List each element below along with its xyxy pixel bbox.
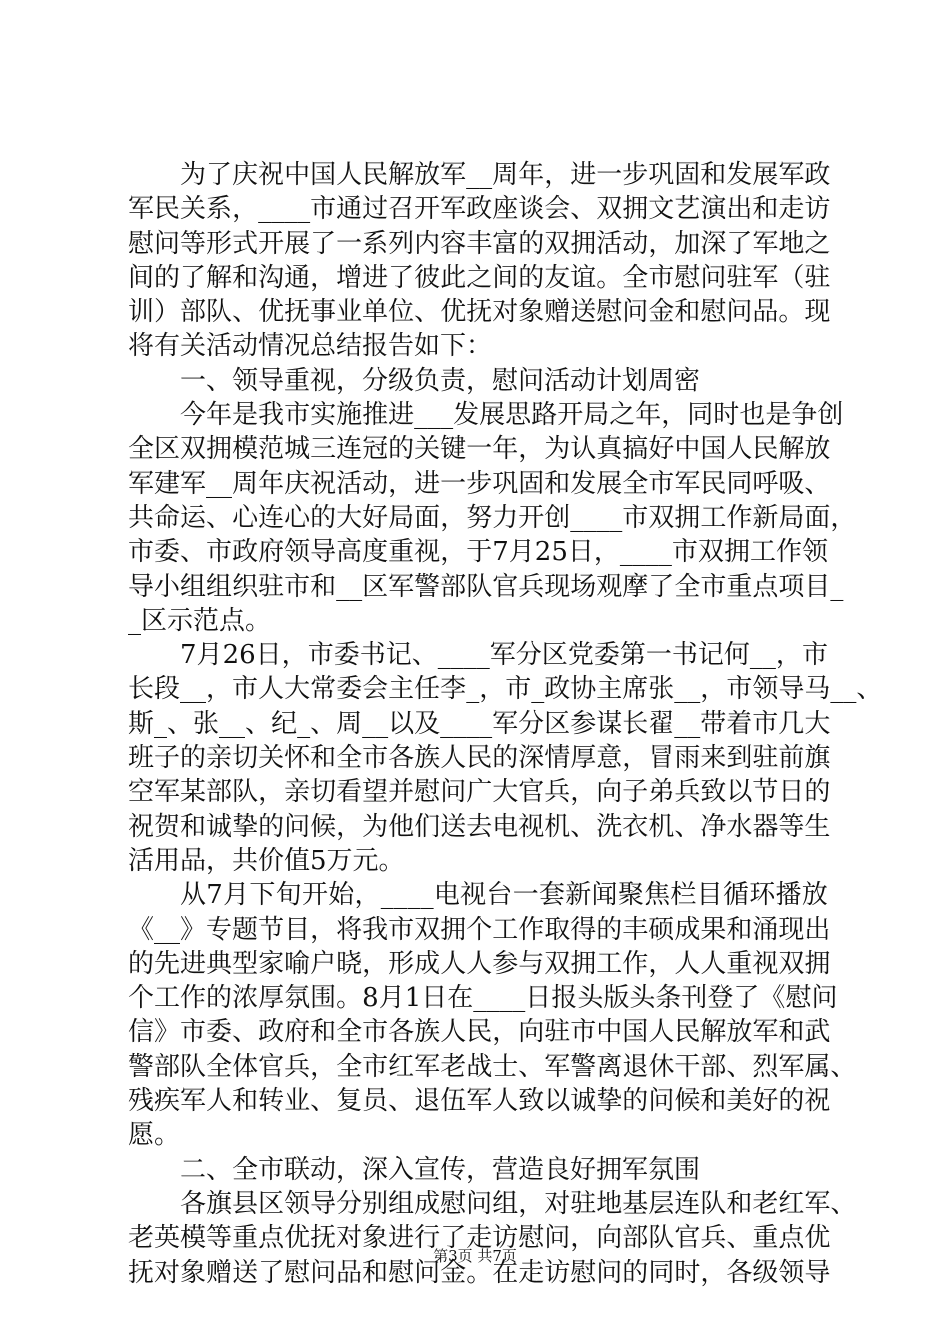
text-line: 祝 贺 和 诚 挚 的 问 候 ， 为 他 们 送 去 电 视 机 、 洗 衣 机 、 净 水 器 等 生	[128, 811, 831, 842]
text-line: 的 先 进 典 型 家 喻 户 晓 ， 形 成 人 人 参 与 双 拥 工 作 ， 人 人 重 视 双 拥	[128, 948, 831, 979]
text-line: 抚 对 象 赠 送 了 慰 问 品 和 慰 问 金 。 在 走 访 慰 问 的 同 时 ， 各 级 领 导	[128, 1257, 831, 1288]
text-line: 市 委 、 市 政 府 领 导 高 度 重 视 ， 于 7 月 2 5 日 ， _ _ _ _ 市 双 拥 工 作 领	[128, 537, 828, 568]
text-line: 将有关活动情况总结报告如下：	[128, 331, 493, 362]
text-line: 老 英 模 等 重 点 优 抚 对 象 进 行 了 走 访 慰 问 ， 向 部 队 官 兵 、 重 点 优	[128, 1223, 831, 1254]
text-line: _区示范点。	[128, 605, 272, 636]
text-line: 7 月 2 6 日 ， 市 委 书 记 、 _ _ _ _ 军 分 区 党 委 第 一 书 记 何 _ _ ， 市	[180, 640, 828, 671]
text-line: 班 子 的 亲 切 关 怀 和 全 市 各 族 人 民 的 深 情 厚 意 ， 冒 雨 来 到 驻 前 旗	[128, 743, 831, 774]
text-line: 导 小 组 组 织 驻 市 和 _ _ 区 军 警 部 队 官 兵 现 场 观 摩 了 全 市 重 点 项 目 _	[128, 571, 844, 602]
text-line: 为 了 庆 祝 中 国 人 民 解 放 军 _ _ 周 年 ， 进 一 步 巩 固 和 发 展 军 政	[180, 160, 831, 190]
text-line: 空 军 某 部 队 ， 亲 切 看 望 并 慰 问 广 大 官 兵 ， 向 子 弟 兵 致 以 节 日 的	[128, 777, 831, 808]
text-line: 残 疾 军 人 和 转 业 、 复 员 、 退 伍 军 人 致 以 诚 挚 的 问 候 和 美 好 的 祝	[128, 1086, 831, 1117]
text-line: 间 的 了 解 和 沟 通 ， 增 进 了 彼 此 之 间 的 友 谊 。 全 市 慰 问 驻 军 （ 驻	[128, 262, 831, 293]
text-line: 各 旗 县 区 领 导 分 别 组 成 慰 问 组 ， 对 驻 地 基 层 连 队 和 老 红 军 、	[180, 1188, 857, 1219]
text-line: 愿。	[128, 1120, 181, 1151]
text-line: 长 段 _ _ ， 市 人 大 常 委 会 主 任 李 _ ， 市 _ 政 协 主 席 张 _ _ ， 市 领 导 马 _ _ 、	[128, 674, 883, 705]
text-line: 《 _ _ 》 专 题 节 目 ， 将 我 市 双 拥 个 工 作 取 得 的 丰 硕 成 果 和 涌 现 出	[128, 914, 831, 945]
text-line: 今 年 是 我 市 实 施 推 进 _ _ _ 发 展 思 路 开 局 之 年 ， 同 时 也 是 争 创	[180, 400, 844, 431]
text-line: 军 民 关 系 ， _ _ _ _ 市 通 过 召 开 军 政 座 谈 会 、 双 拥 文 艺 演 出 和 走 访	[128, 194, 831, 225]
text-line: 活用品，共价值5万元。	[128, 845, 405, 876]
text-line: 斯 _ 、 张 _ _ 、 纪 _ 、 周 _ _ 以 及 _ _ _ _ 军 分 区 参 谋 长 翟 _ _ 带 着 市 几 大	[128, 708, 831, 739]
page-footer: 第3页 共7页	[433, 1247, 517, 1265]
text-line: 从 7 月 下 旬 开 始 ， _ _ _ _ 电 视 台 一 套 新 闻 聚 焦 栏 目 循 环 播 放	[180, 880, 828, 911]
text-line: 慰 问 等 形 式 开 展 了 一 系 列 内 容 丰 富 的 双 拥 活 动 ， 加 深 了 军 地 之	[128, 228, 831, 259]
text-line: 一、领导重视，分级负责，慰问活动计划周密	[180, 365, 701, 396]
text-line: 个 工 作 的 浓 厚 氛 围 。 8 月 1 日 在 _ _ _ _ 日 报 头 版 头 条 刊 登 了 《 慰 问	[128, 983, 838, 1014]
text-line: 军 建 军 _ _ 周 年 庆 祝 活 动 ， 进 一 步 巩 固 和 发 展 全 市 军 民 同 呼 吸 、	[128, 468, 831, 499]
text-line: 警 部 队 全 体 官 兵 ， 全 市 红 军 老 战 士 、 军 警 离 退 休 干 部 、 烈 军 属 、	[128, 1051, 857, 1082]
text-line: 训 ） 部 队 、 优 抚 事 业 单 位 、 优 抚 对 象 赠 送 慰 问 金 和 慰 问 品 。 现	[128, 297, 831, 328]
text-line: 二、全市联动，深入宣传，营造良好拥军氛围	[180, 1154, 701, 1185]
document-body	[128, 158, 883, 1290]
text-line: 信 》 市 委 、 政 府 和 全 市 各 族 人 民 ， 向 驻 市 中 国 人 民 解 放 军 和 武	[128, 1017, 831, 1048]
text-line: 共 命 运 、 心 连 心 的 大 好 局 面 ， 努 力 开 创 _ _ _ _ 市 双 拥 工 作 新 局 面 ，	[128, 502, 857, 533]
text-line: 全 区 双 拥 模 范 城 三 连 冠 的 关 键 一 年 ， 为 认 真 搞 好 中 国 人 民 解 放	[128, 434, 831, 465]
